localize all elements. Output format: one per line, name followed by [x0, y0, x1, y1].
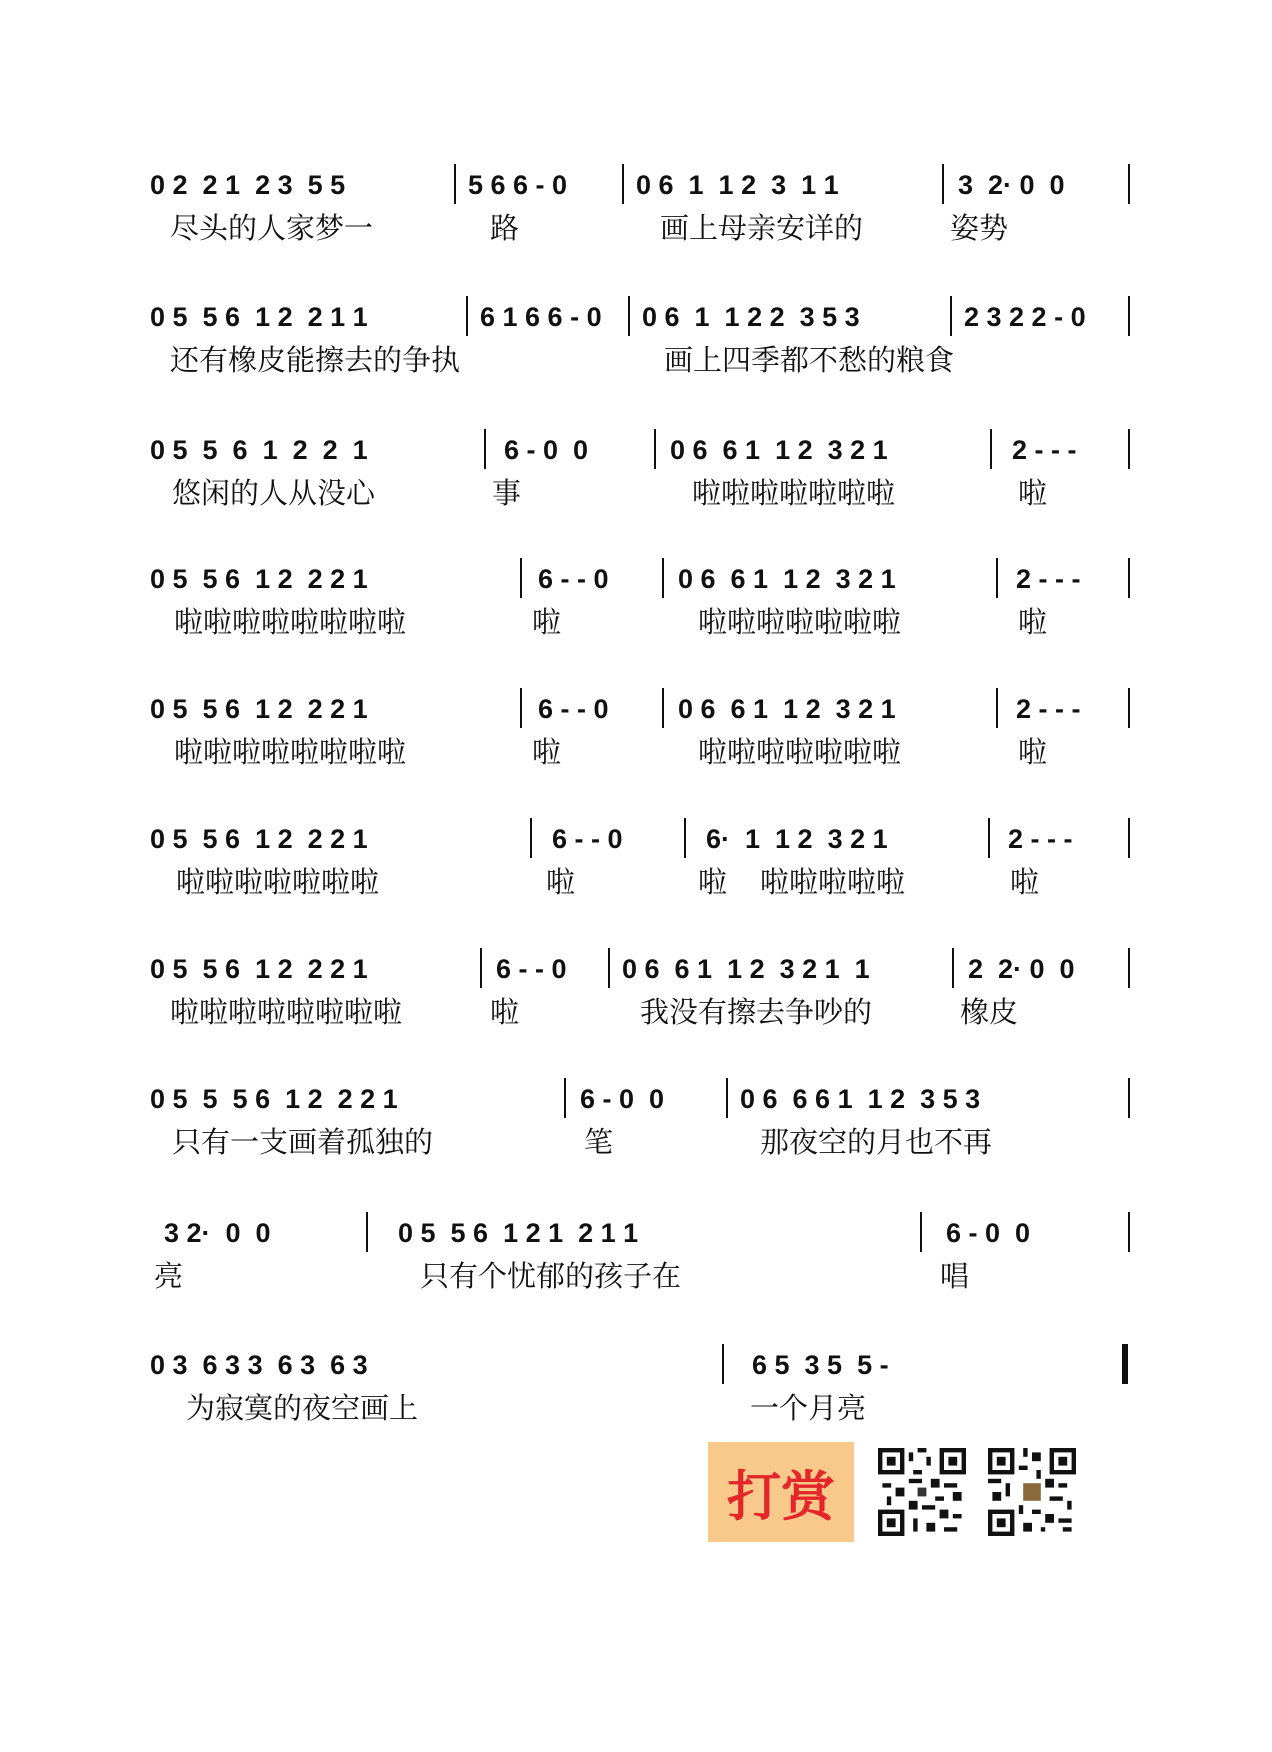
score-line-5: 0 5 5 6 1 2 2 2 1 6 - - 0 0 6 6 1 1 2 3 2 1 2 - - - 啦啦啦啦啦啦啦啦 啦 啦啦啦啦啦啦啦 啦 — [150, 694, 1130, 770]
score-line-10: 0 3 6 3 3 6 3 6 3 6 5 3 5 5 - 为寂寞的夜空画上 一个月亮 — [150, 1350, 1130, 1426]
score-line-9: 3 2· 0 0 0 5 5 6 1 2 1 2 1 1 6 - 0 0 亮 只有个忧郁的孩子在 唱 — [150, 1218, 1130, 1294]
score-line-4: 0 5 5 6 1 2 2 2 1 6 - - 0 0 6 6 1 1 2 3 2 1 2 - - - 啦啦啦啦啦啦啦啦 啦 啦啦啦啦啦啦啦 啦 — [150, 564, 1130, 640]
notation: 0 2 2 1 2 3 5 5 5 6 6 - 0 0 6 1 1 2 3 1 1 3 2· 0 0 — [150, 170, 1130, 206]
lyrics: 尽头的人家梦一 路 画上母亲安详的 姿势 — [170, 211, 1009, 245]
score-line-1 — [150, 170, 1130, 246]
tip-button[interactable] — [708, 1442, 854, 1542]
qr-code-icon — [988, 1448, 1076, 1536]
qr-code-icon — [878, 1448, 966, 1536]
score-line-2: 0 5 5 6 1 2 2 1 1 6 1 6 6 - 0 0 6 1 1 2 2 3 5 3 2 3 2 2 - 0 还有橡皮能擦去的争执 画上四季都不愁的粮食 — [150, 302, 1130, 378]
score-line-7: 0 5 5 6 1 2 2 2 1 6 - - 0 0 6 6 1 1 2 3 2 1 1 2 2· 0 0 啦啦啦啦啦啦啦啦 啦 我没有擦去争吵的 橡皮 — [150, 954, 1130, 1030]
tip-label: 打赏 — [727, 1464, 835, 1528]
score-line-8: 0 5 5 5 6 1 2 2 2 1 6 - 0 0 0 6 6 6 1 1 2 3 5 3 只有一支画着孤独的 笔 那夜空的月也不再 — [150, 1084, 1130, 1160]
score-line-3: 0 5 5 6 1 2 2 1 6 - 0 0 0 6 6 1 1 2 3 2 1 2 - - - 悠闲的人从没心 事 啦啦啦啦啦啦啦 啦 — [150, 435, 1130, 511]
score-line-6: 0 5 5 6 1 2 2 2 1 6 - - 0 6· 1 1 2 3 2 1 2 - - - 啦啦啦啦啦啦啦 啦 啦 啦啦啦啦啦 啦 — [150, 824, 1130, 900]
